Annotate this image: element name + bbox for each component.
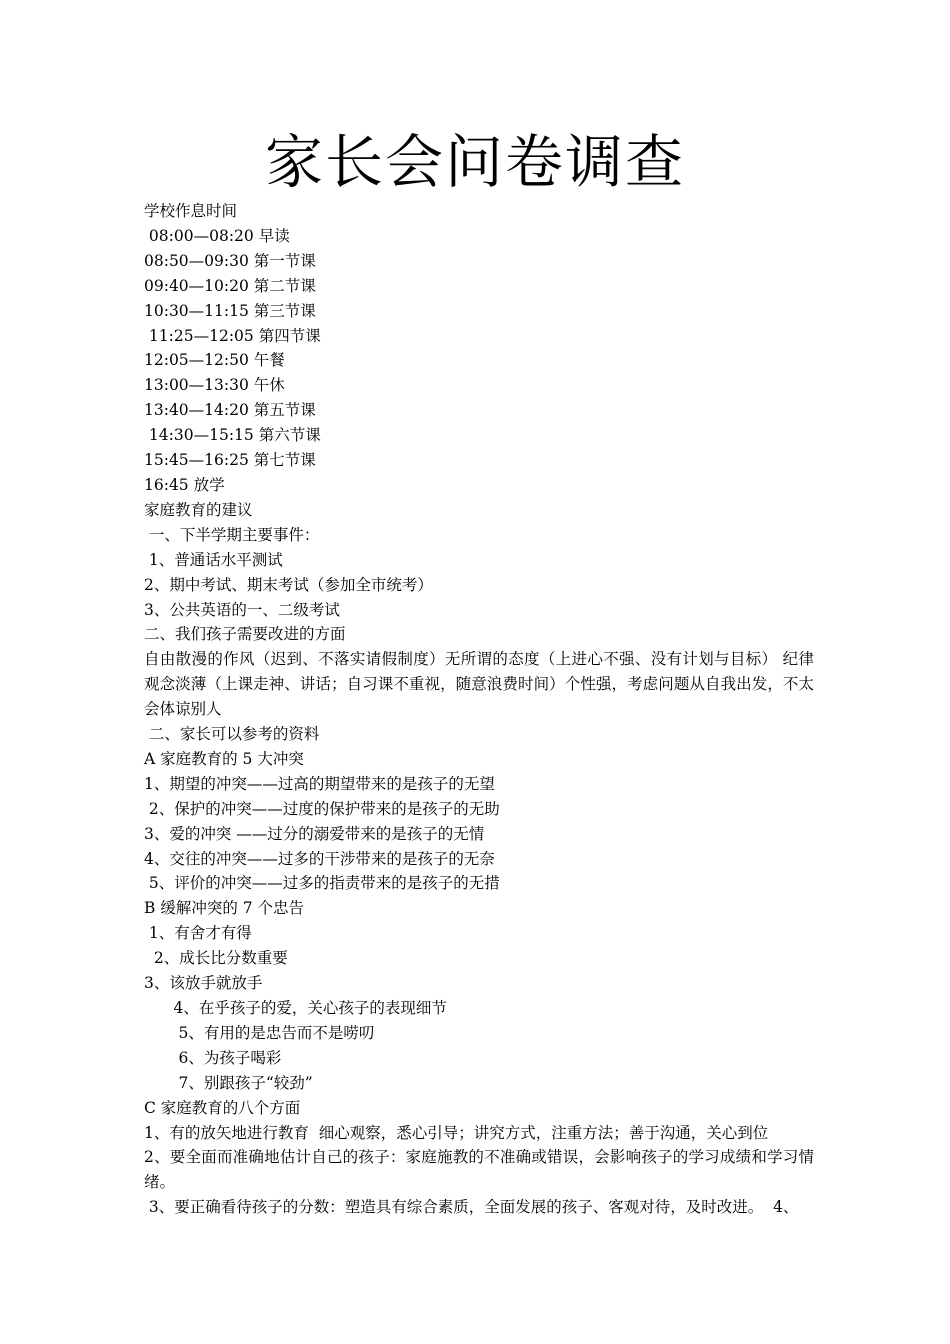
body-line: 5、有用的是忠告而不是唠叨 <box>144 1023 375 1042</box>
body-line: 13:00—13:30 午休 <box>144 376 285 395</box>
body-line: 3、公共英语的一、二级考试 <box>144 600 340 619</box>
body-line: 08:50—09:30 第一节课 <box>144 251 316 270</box>
body-line: 5、评价的冲突——过多的指责带来的是孩子的无措 <box>144 874 500 893</box>
document-body <box>144 199 814 1220</box>
body-line: 3、该放手就放手 <box>144 974 263 993</box>
body-line: 二、我们孩子需要改进的方面 <box>144 625 346 644</box>
body-line: 3、要正确看待孩子的分数：塑造具有综合素质，全面发展的孩子、客观对待，及时改进。 4、 <box>144 1198 799 1217</box>
body-line: A 家庭教育的 5 大冲突 <box>144 749 304 768</box>
body-line: 12:05—12:50 午餐 <box>144 351 285 370</box>
body-line: 3、爱的冲突 ——过分的溺爱带来的是孩子的无情 <box>144 824 485 843</box>
body-line: 一、下半学期主要事件： <box>144 525 320 544</box>
body-line: 7、别跟孩子“较劲” <box>144 1073 313 1092</box>
body-paragraph: 2、要全面而准确地估计自己的孩子：家庭施教的不准确或错误，会影响孩子的学习成绩和学习情绪。 <box>144 1148 814 1192</box>
body-line: 11:25—12:05 第四节课 <box>144 326 321 345</box>
body-line: 2、成长比分数重要 <box>144 949 288 968</box>
body-line: 2、期中考试、期末考试（参加全市统考） <box>144 575 433 594</box>
body-line: 1、有舍才有得 <box>144 924 252 943</box>
body-line: 1、有的放矢地进行教育 细心观察，悉心引导；讲究方式，注重方法；善于沟通，关心到位 <box>144 1123 769 1142</box>
body-paragraph: 自由散漫的作风（迟到、不落实请假制度）无所谓的态度（上进心不强、没有计划与目标） 纪律观念淡薄（上课走神、讲话；自习课不重视，随意浪费时间）个性强，考虑问题从自我出发，不太会体谅别人 <box>144 650 814 719</box>
body-line: C 家庭教育的八个方面 <box>144 1098 301 1117</box>
body-line: 10:30—11:15 第三节课 <box>144 301 316 320</box>
document-title: 家长会问卷调查 <box>264 128 685 196</box>
body-line: 6、为孩子喝彩 <box>144 1048 282 1067</box>
body-line: 学校作息时间 <box>144 202 238 220</box>
body-line: 2、保护的冲突——过度的保护带来的是孩子的无助 <box>144 799 500 818</box>
body-line: 15:45—16:25 第七节课 <box>144 451 316 470</box>
body-line: 4、交往的冲突——过多的干涉带来的是孩子的无奈 <box>144 849 495 868</box>
body-line: 16:45 放学 <box>144 475 225 494</box>
body-line: 09:40—10:20 第二节课 <box>144 276 316 295</box>
body-line: 08:00—08:20 早读 <box>144 226 290 245</box>
body-line: 1、期望的冲突——过高的期望带来的是孩子的无望 <box>144 774 495 793</box>
body-line: B 缓解冲突的 7 个忠告 <box>144 899 305 918</box>
body-line: 13:40—14:20 第五节课 <box>144 401 316 420</box>
body-line: 14:30—15:15 第六节课 <box>144 426 321 445</box>
body-line: 4、在乎孩子的爱，关心孩子的表现细节 <box>144 999 447 1017</box>
body-line: 二、家长可以参考的资料 <box>144 725 320 744</box>
body-line: 家庭教育的建议 <box>144 500 253 519</box>
body-line: 1、普通话水平测试 <box>144 550 283 569</box>
